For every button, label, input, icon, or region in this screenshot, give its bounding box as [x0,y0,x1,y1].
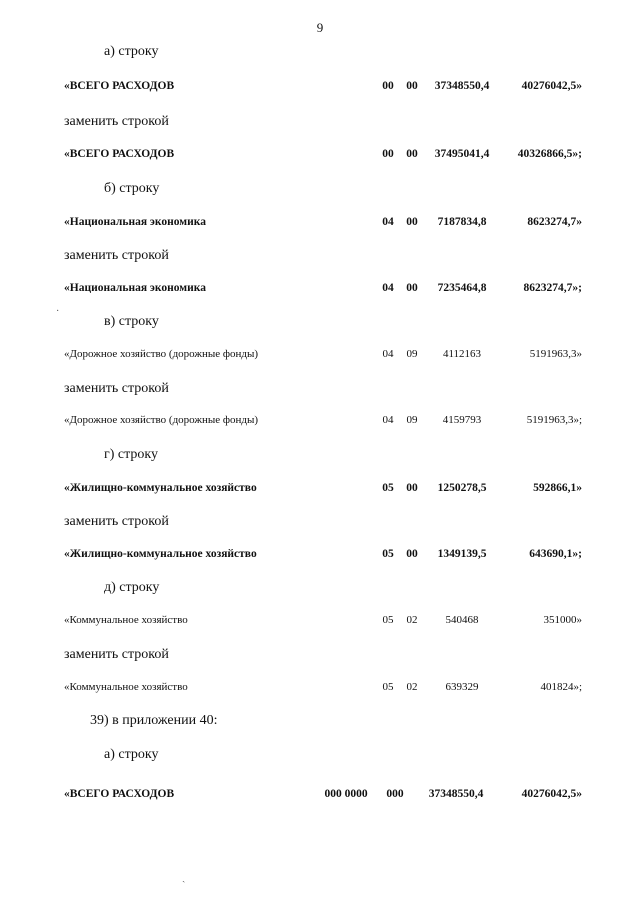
row-name: «Национальная экономика [64,282,206,294]
row-name: «Дорожное хозяйство (дорожные фонды) [64,348,259,360]
row-name: «Коммунальное хозяйство [64,614,188,626]
replace-label: заменить строкой [64,381,169,396]
table-row [0,148,640,164]
row-subsection: 02 [406,681,418,693]
table-row [0,788,640,804]
stray-mark: ˏ [182,872,186,883]
row-section: 04 [382,216,394,228]
row-section: 05 [382,614,394,626]
row-name: «Жилищно-коммунальное хозяйство [64,548,257,560]
item-label-a: а) строку [104,44,159,59]
item-label-g: г) строку [104,447,159,462]
row-subsection: 00 [406,80,418,92]
row-amount-2: 5191963,3» [529,348,582,360]
stray-mark: · [56,306,60,317]
row-amount-2: 40276042,5» [521,80,582,92]
row-amount-2: 401824»; [540,681,582,693]
row-amount-1: 37495041,4 [434,148,490,160]
row-section: 04 [382,414,394,426]
table-row [0,482,640,498]
row-subsection: 09 [406,414,418,426]
row-subsection: 00 [406,148,418,160]
replace-label: заменить строкой [64,114,169,129]
row-amount-1: 639329 [445,681,479,693]
row-amount-2: 40326866,5»; [517,148,582,160]
row-amount-2: 40276042,5» [521,788,582,800]
row-subsection: 02 [406,614,418,626]
row-name: «Дорожное хозяйство (дорожные фонды) [64,414,259,426]
row-section: 05 [382,548,394,560]
table-row [0,216,640,232]
row-amount-1: 4159793 [442,414,482,426]
row-section: 05 [382,482,394,494]
paragraph-39: 39) в приложении 40: [90,713,218,728]
row-amount-2: 643690,1»; [529,548,582,560]
row-amount-2: 351000» [543,614,582,626]
row-section: 04 [382,348,394,360]
replace-label: заменить строкой [64,514,169,529]
row-subsection: 09 [406,348,418,360]
row-target-code: 000 0000 [324,788,368,800]
row-amount-2: 8623274,7»; [523,282,582,294]
row-section: 00 [382,148,394,160]
row-amount-2: 5191963,3»; [526,414,582,426]
table-row [0,80,640,96]
item-label-v: в) строку [104,314,159,329]
row-name: «ВСЕГО РАСХОДОВ [64,80,175,92]
replace-label: заменить строкой [64,248,169,263]
row-section: 00 [382,80,394,92]
row-subsection: 00 [406,548,418,560]
row-expense-type: 000 [386,788,404,800]
row-subsection: 00 [406,282,418,294]
row-name: «Коммунальное хозяйство [64,681,188,693]
row-amount-2: 8623274,7» [527,216,582,228]
row-amount-1: 4112163 [442,348,482,360]
item-label-d: д) строку [104,580,160,595]
row-amount-1: 1349139,5 [437,548,487,560]
row-name: «Национальная экономика [64,216,206,228]
item-label-a2: а) строку [104,747,159,762]
row-amount-1: 37348550,4 [428,788,484,800]
item-label-b: б) строку [104,181,160,196]
row-subsection: 00 [406,482,418,494]
row-section: 05 [382,681,394,693]
replace-label: заменить строкой [64,647,169,662]
row-section: 04 [382,282,394,294]
row-amount-2: 592866,1» [533,482,582,494]
row-subsection: 00 [406,216,418,228]
row-name: «Жилищно-коммунальное хозяйство [64,482,257,494]
row-amount-1: 7187834,8 [437,216,487,228]
row-name: «ВСЕГО РАСХОДОВ [64,148,175,160]
row-amount-1: 37348550,4 [434,80,490,92]
page-number: 9 [316,20,324,35]
table-row [0,681,640,697]
table-row [0,414,640,430]
row-name: «ВСЕГО РАСХОДОВ [64,788,175,800]
row-amount-1: 540468 [445,614,479,626]
table-row [0,282,640,298]
row-amount-1: 1250278,5 [437,482,487,494]
row-amount-1: 7235464,8 [437,282,487,294]
table-row [0,614,640,630]
table-row [0,548,640,564]
table-row [0,348,640,364]
